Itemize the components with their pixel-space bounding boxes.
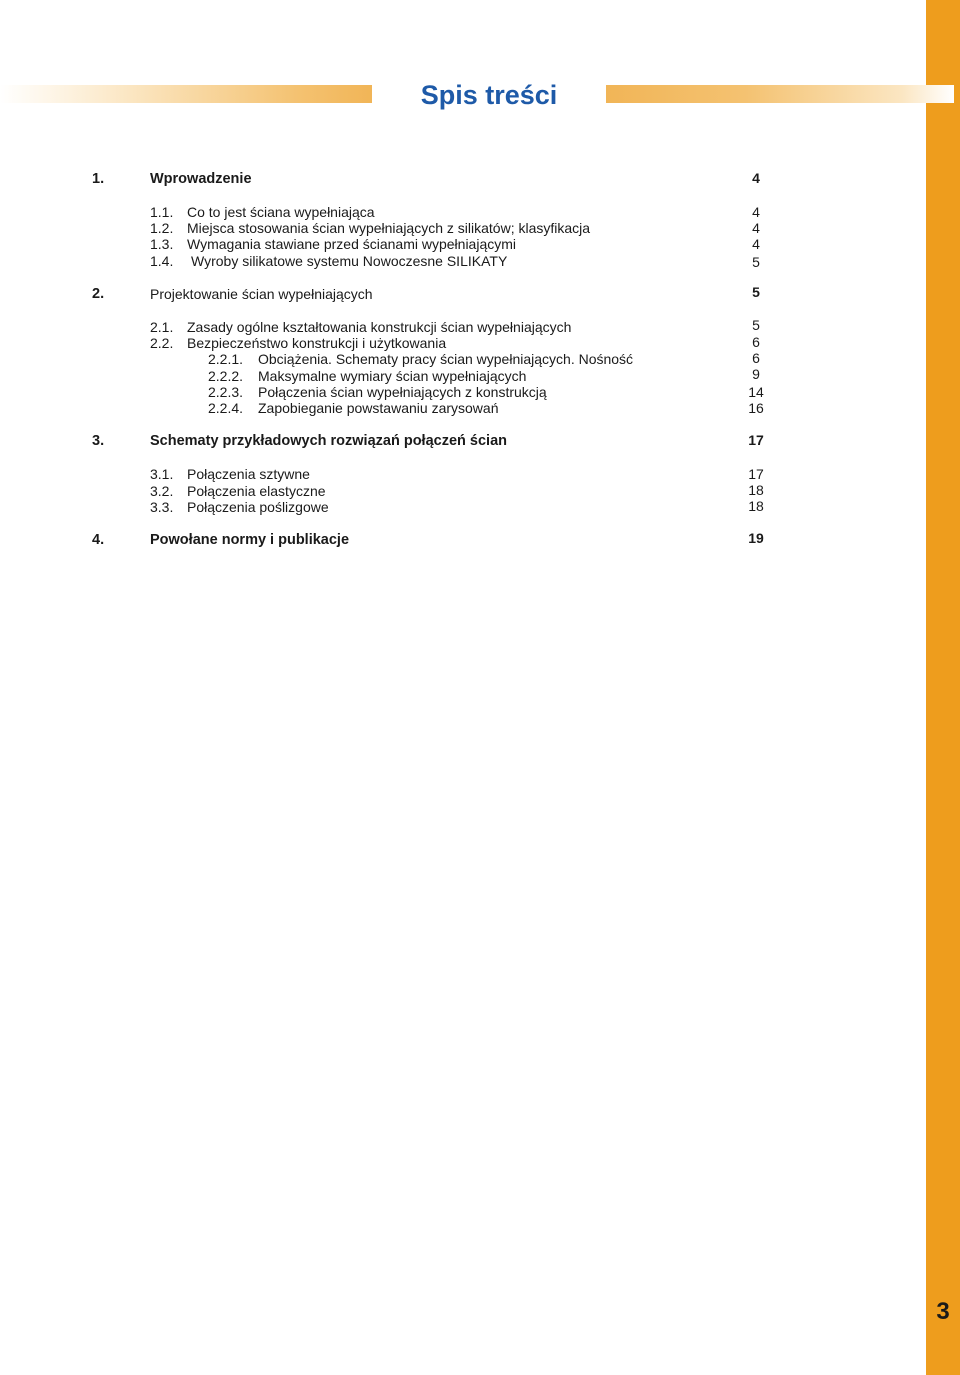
toc-page-3-1[interactable]: 17 — [748, 466, 764, 482]
toc-title-2-2-1[interactable]: Obciążenia. Schematy pracy ścian wypełniających. Nośność — [258, 351, 634, 367]
toc-page-4[interactable]: 19 — [748, 530, 764, 546]
toc-title-1[interactable]: Wprowadzenie — [150, 171, 252, 187]
title-band-right — [606, 85, 954, 103]
toc-page-1[interactable]: 4 — [752, 170, 760, 186]
toc-page-1-3[interactable]: 4 — [752, 236, 760, 252]
toc-page-3[interactable]: 17 — [748, 432, 764, 448]
toc-title-3[interactable]: Schematy przykładowych rozwiązań połączeń ścian — [150, 433, 507, 449]
toc-title-2-2[interactable]: Bezpieczeństwo konstrukcji i użytkowania — [187, 335, 447, 351]
toc-num-1-4: 1.4. — [150, 253, 174, 269]
toc-page-2-2-1[interactable]: 6 — [752, 350, 760, 366]
toc-num-2-2-4: 2.2.4. — [208, 400, 244, 416]
toc-page-2-2-4[interactable]: 16 — [748, 400, 764, 416]
toc-page-3-2[interactable]: 18 — [748, 482, 764, 498]
toc-title-3-3[interactable]: Połączenia poślizgowe — [187, 499, 329, 515]
toc-title-2[interactable]: Projektowanie ścian wypełniających — [150, 286, 373, 302]
toc-num-3-2: 3.2. — [150, 483, 174, 499]
toc-title-4[interactable]: Powołane normy i publikacje — [150, 532, 350, 548]
toc-num-2-2-2: 2.2.2. — [208, 368, 244, 384]
toc-title-2-1[interactable]: Zasady ogólne kształtowania konstrukcji ścian wypełniających — [187, 319, 572, 335]
toc-num-1-1: 1.1. — [150, 204, 174, 220]
page-title: Spis treści — [420, 80, 558, 110]
toc-title-1-3[interactable]: Wymagania stawiane przed ścianami wypełniającymi — [187, 236, 517, 252]
toc-num-1-3: 1.3. — [150, 236, 174, 252]
title-band-left — [0, 85, 372, 103]
toc-title-2-2-4[interactable]: Zapobieganie powstawaniu zarysowań — [258, 400, 499, 416]
toc-page-2-2[interactable]: 6 — [752, 334, 760, 350]
toc-page-1-4[interactable]: 5 — [752, 254, 760, 270]
toc-title-3-2[interactable]: Połączenia elastyczne — [187, 483, 326, 499]
toc-num-1: 1. — [92, 171, 105, 187]
toc-page-2[interactable]: 5 — [752, 284, 760, 300]
toc-num-2-2-3: 2.2.3. — [208, 384, 244, 400]
toc-title-1-4[interactable]: Wyroby silikatowe systemu Nowoczesne SILIKATY — [191, 253, 508, 269]
toc-num-1-2: 1.2. — [150, 220, 174, 236]
toc-num-3-1: 3.1. — [150, 466, 174, 482]
toc-num-2-1: 2.1. — [150, 319, 174, 335]
toc-title-1-2[interactable]: Miejsca stosowania ścian wypełniających z silikatów; klasyfikacja — [187, 220, 591, 236]
toc-title-3-1[interactable]: Połączenia sztywne — [187, 466, 310, 482]
toc-title-1-1[interactable]: Co to jest ściana wypełniająca — [187, 204, 375, 220]
orange-side-bar — [926, 0, 960, 1375]
toc-num-3-3: 3.3. — [150, 499, 174, 515]
toc-num-2-2: 2.2. — [150, 335, 174, 351]
page-number: 3 — [936, 1298, 950, 1325]
toc-page-2-1[interactable]: 5 — [752, 317, 760, 333]
toc-num-4: 4. — [92, 532, 105, 548]
toc-title-2-2-2[interactable]: Maksymalne wymiary ścian wypełniających — [258, 368, 527, 384]
toc-num-2: 2. — [92, 286, 105, 302]
toc-page-2-2-2[interactable]: 9 — [752, 366, 760, 382]
toc-page-1-1[interactable]: 4 — [752, 204, 760, 220]
toc-title-2-2-3[interactable]: Połączenia ścian wypełniających z konstrukcją — [258, 384, 547, 400]
toc-page-2-2-3[interactable]: 14 — [748, 384, 764, 400]
toc-page-3-3[interactable]: 18 — [748, 498, 764, 514]
toc-page-1-2[interactable]: 4 — [752, 220, 760, 236]
toc-num-3: 3. — [92, 433, 105, 449]
toc-num-2-2-1: 2.2.1. — [208, 351, 244, 367]
